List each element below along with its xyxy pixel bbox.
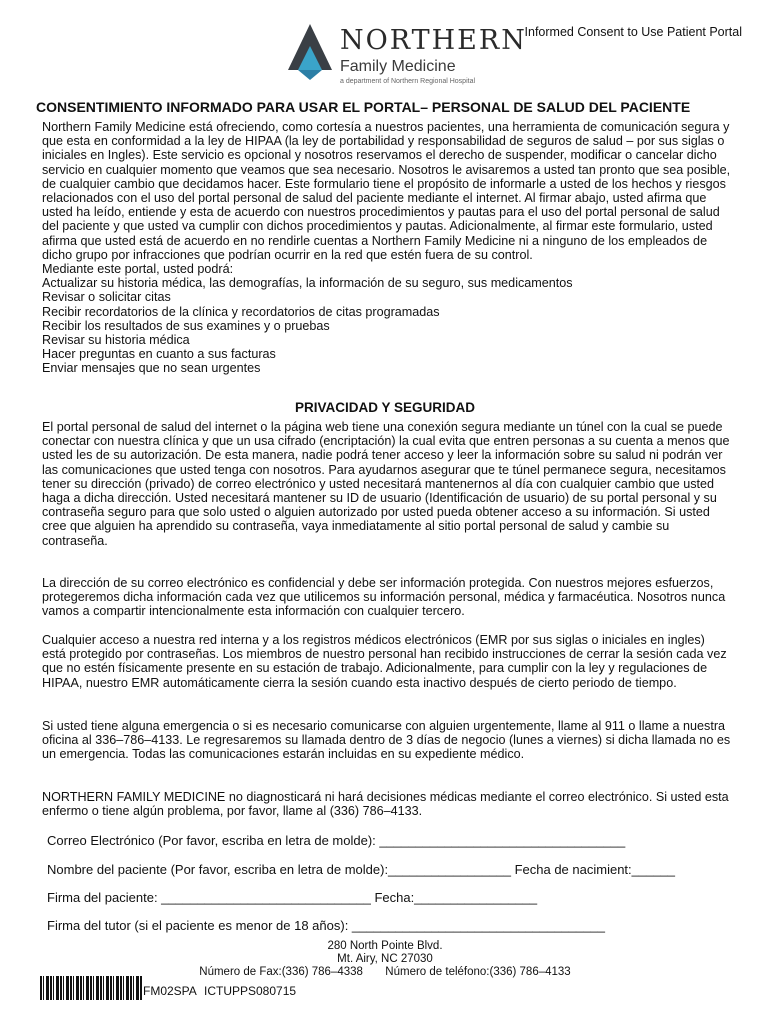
patient-signature-field[interactable]: Firma del paciente: _____________________________ Fecha:_________________ bbox=[47, 890, 538, 905]
list-item: Recibir los resultados de sus examines y o pruebas bbox=[42, 318, 330, 333]
privacy-section-title: PRIVACIDAD Y SEGURIDAD bbox=[294, 400, 476, 415]
mountain-logo-icon bbox=[288, 24, 332, 80]
privacy-paragraph-2 bbox=[42, 576, 732, 619]
logo-title: NORTHERN bbox=[340, 25, 527, 56]
list-item: Revisar o solicitar citas bbox=[42, 290, 171, 305]
privacy-text: El portal personal de salud del internet o la página web tiene una conexión segura mediante un túnel con la cual se puede conectar con nuestra clínica y que un usa cifrado (encriptación) la cual evita que entren personas a su cuenta a menos que usted les de su autorización. De esta manera, nadie podrá tener acceso y leer la información sobre su salud ni podrán ver las comunicaciones que usted tenga con nosotros. Para ayudarnos asegurar que te túnel permanece segura, necesitamos tener su dirección (privado) de correo electrónico y usted necesitará mantenernos al día con cualquier cambio que usted haga a dicha dirección. Usted necesitará mantener su ID de usuario (Identificación de usuario) de su portal personal y su contraseña seguro para que solo usted o alguien autorizado por usted pueda obtener acceso a su información. Si usted cree que alguien ha aprendido su contraseña, vaya inmediatamente al sitio portal personal de salud y cambie su contraseña. bbox=[42, 420, 730, 548]
guardian-signature-field[interactable]: Firma del tutor (si el paciente es menor de 18 años): ___________________________________ bbox=[47, 918, 605, 933]
list-item: Enviar mensajes que no sean urgentes bbox=[42, 361, 261, 376]
portal-features-list bbox=[42, 276, 732, 375]
privacy-paragraph-1 bbox=[42, 420, 732, 548]
list-item: Revisar su historia médica bbox=[42, 333, 190, 348]
patient-name-field[interactable]: Nombre del paciente (Por favor, escriba en letra de molde):_________________ Fecha de nacimient:______ bbox=[47, 862, 676, 877]
privacy-text: Cualquier acceso a nuestra red interna y a los registros médicos electrónicos (EMR por sus siglas o iniciales en ingles) está protegido por contraseñas. Los miembros de nuestro personal han recibido instrucciones de cerrar la sesión cada vez que no estén físicamente presente en su estación de trabajo. Adicionalmente, para cumplir con la ley y regulaciones de HIPAA, nuestro EMR automáticamente cierra la sesión cuando esta inactivo después de cierto periodo de tiempo. bbox=[42, 633, 727, 690]
fax-number: Número de Fax:(336) 786–4338 bbox=[199, 966, 363, 978]
barcode bbox=[40, 976, 142, 1000]
privacy-paragraph-5 bbox=[42, 790, 732, 818]
document-header-title: Informed Consent to Use Patient Portal bbox=[524, 25, 742, 39]
privacy-paragraph-3 bbox=[42, 633, 732, 690]
northern-family-medicine-logo bbox=[288, 20, 527, 92]
privacy-text: La dirección de su correo electrónico es confidencial y debe ser información protegida. Con nuestros mejores esfuerzos, protegeremos dicha información cada vez que utilicemos su información personal, médica y farmacéutica. Nosotros nunca vamos a compartir intencionalmente esta información con cualquier tercero. bbox=[42, 576, 726, 619]
privacy-text: Si usted tiene alguna emergencia o si es necesario comunicarse con alguien urgentemente, llame al 911 o llame a nuestra oficina al 336–786–4133. Le regresaremos su llamada dentro de 3 días de negocio (lunes a viernes) si dicha llamada no es un emergencia. Todas las comunicaciones estarán incluidas en su expediente médico. bbox=[42, 719, 731, 762]
privacy-text: NORTHERN FAMILY MEDICINE no diagnosticará ni hará decisiones médicas mediante el correo electrónico. Si usted esta enfermo o tiene algún problema, por favor, llame al (336) 786–4133. bbox=[42, 790, 729, 819]
intro-section bbox=[42, 120, 732, 376]
list-item: Actualizar su historia médica, las demografías, la información de su seguro, sus medicamentos bbox=[42, 276, 573, 291]
footer-address-1: 280 North Pointe Blvd. bbox=[327, 940, 443, 952]
email-field[interactable]: Correo Electrónico (Por favor, escriba en letra de molde): __________________________________ bbox=[47, 833, 626, 848]
logo-subtitle: Family Medicine bbox=[340, 58, 456, 75]
phone-number: Número de teléfono:(336) 786–4133 bbox=[385, 966, 571, 978]
intro-paragraph: Northern Family Medicine está ofreciendo, como cortesía a nuestros pacientes, una herramienta de comunicación segura y que esta en conformidad a la ley de HIPAA (la ley de portabilidad y responsabilidad de seguros de salud – por sus siglas o iniciales en Ingles). Este servicio es opcional y nosotros reservamos el derecho de suspender, modificar o cancelar dicho servicio en cualquier momento que veamos que sea necesario. Nosotros le avisaremos a usted tan pronto que sea posible, de cualquier cambio que decidamos hacer. Este formulario tiene el propósito de informarle a usted de los hechos y riesgos relacionados con el uso del portal personal de salud del paciente mediante el internet. Al firmar abajo, usted afirma que usted ha leído, entiende y esta de acuerdo con nuestros procedimientos y pautas para el uso del portal personal de salud del paciente y que usted va cumplir con dichos procedimientos y pautas. Adicionalmente, al firmar este formulario, usted afirma que usted está de acuerdo en no rendirle cuentas a Northern Family Medicine ni a ninguno de los empleados de dicho grupo por infracciones que podrían ocurrir en la red que estén fuera de su control. bbox=[42, 120, 731, 262]
logo-tagline: a department of Northern Regional Hospital bbox=[340, 78, 476, 85]
page-title: CONSENTIMIENTO INFORMADO PARA USAR EL PORTAL– PERSONAL DE SALUD DEL PACIENTE bbox=[36, 99, 691, 115]
footer-address-2: Mt. Airy, NC 27030 bbox=[337, 953, 433, 965]
list-item: Hacer preguntas en cuanto a sus facturas bbox=[42, 347, 276, 362]
privacy-paragraph-4 bbox=[42, 719, 732, 762]
document-code: ICTUPPS080715 bbox=[204, 984, 297, 998]
list-item: Recibir recordatorios de la clínica y recordatorios de citas programadas bbox=[42, 304, 440, 319]
form-code: FM02SPA bbox=[143, 984, 197, 998]
list-intro: Mediante este portal, usted podrá: bbox=[42, 262, 234, 277]
